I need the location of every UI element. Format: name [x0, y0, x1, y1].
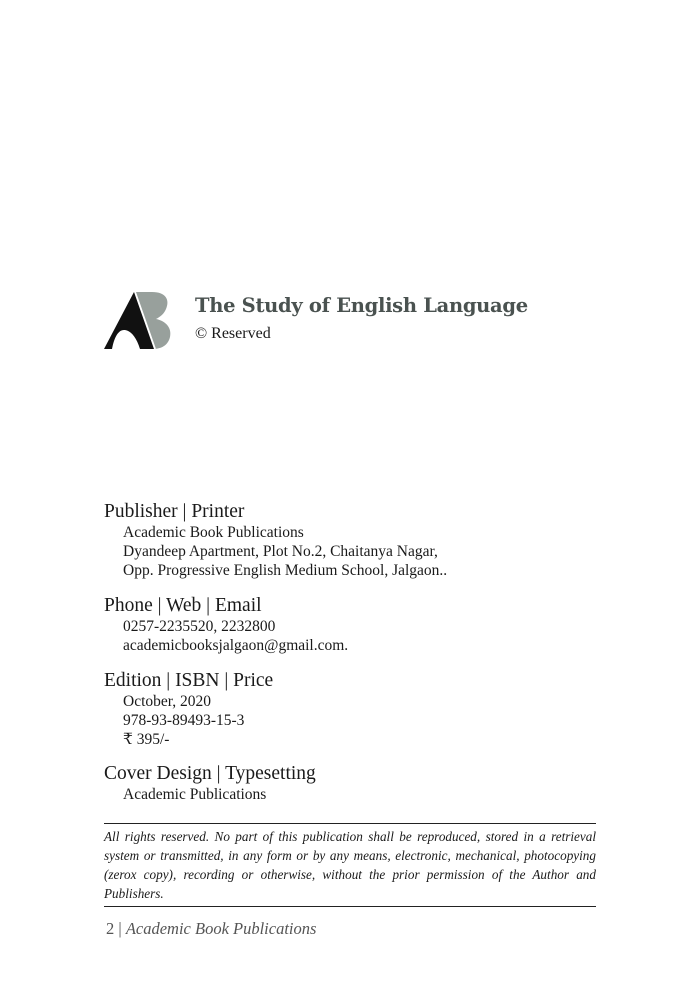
ab-logo-icon	[104, 292, 172, 349]
price: ₹ 395/-	[123, 731, 170, 748]
section-heading: Phone | Web | Email	[104, 595, 262, 616]
address-line-1: Dyandeep Apartment, Plot No.2, Chaitanya Nagar,	[123, 543, 438, 560]
publisher-name: Academic Book Publications	[123, 524, 304, 541]
publisher-section	[104, 501, 447, 580]
design-section	[104, 763, 316, 804]
address-line-2: Opp. Progressive English Medium School, Jalgaon..	[123, 562, 448, 579]
rights-disclaimer: All rights reserved. No part of this publication shall be reproduced, stored in a retrieval system or transmitted, in any form or by any means, electronic, mechanical, photocopying (zerox copy), recording or otherwise, without the prior permission of the Author and Publishers.	[104, 829, 596, 901]
contact-section	[104, 595, 348, 655]
footer-publisher: Academic Book Publications	[125, 919, 317, 938]
section-heading: Cover Design | Typesetting	[104, 763, 316, 784]
phone-numbers: 0257-2235520, 2232800	[123, 618, 276, 635]
page-number: 2	[106, 919, 115, 938]
section-heading: Publisher | Printer	[104, 501, 245, 522]
page-footer	[106, 919, 316, 939]
email-address: academicbooksjalgaon@gmail.com.	[123, 637, 349, 654]
section-heading: Edition | ISBN | Price	[104, 670, 274, 691]
designer-name: Academic Publications	[123, 786, 267, 803]
bottom-divider	[104, 906, 596, 907]
top-divider	[104, 823, 596, 824]
isbn: 978-93-89493-15-3	[123, 712, 245, 729]
book-title: The Study of English Language	[195, 294, 528, 317]
copyright-notice: © Reserved	[195, 325, 271, 342]
edition-section	[104, 670, 273, 749]
footer-separator: |	[114, 919, 126, 938]
edition-date: October, 2020	[123, 693, 212, 710]
